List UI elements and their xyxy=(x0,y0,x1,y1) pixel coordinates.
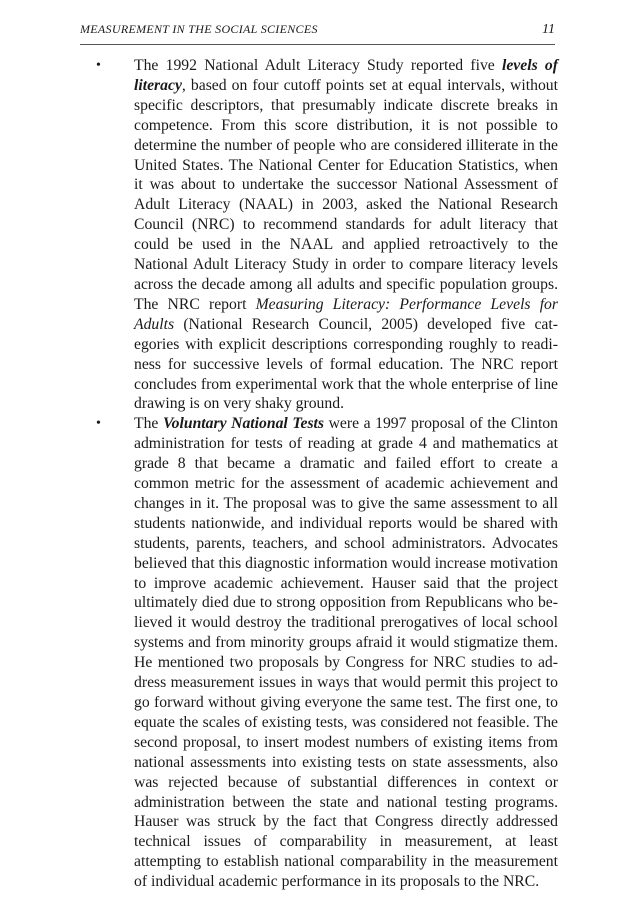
running-title: MEASUREMENT IN THE SOCIAL SCIENCES xyxy=(80,22,318,36)
bullet-icon: • xyxy=(96,416,101,432)
paragraph-text: The xyxy=(134,415,163,433)
report-title: Measuring Literacy: Performance Levels for Adults xyxy=(134,295,558,333)
paragraph-text: The 1992 National Adult Literacy Study reported five xyxy=(134,57,502,74)
paragraph-text: , based on four cutoff points set at equal intervals, without specific descriptors, that presumably indicate discrete breaks in competence. From this score distribution, it is not possible to determine the number of people who are considered illiterate in the United States. The National Center for Education Statistics, when it was about to undertake the successor National Assessment of Adult Literacy (NAAL) in 2003, asked the National Research Council (NRC) to recommend standards for adult literacy that could be used in the NAAL and applied retroactively to the National Adult Literacy Study in order to compare literacy levels across the decade among all adults and specific population groups. The NRC report xyxy=(134,76,558,313)
paragraph-text: (National Research Council, 2005) developed five categories with explicit descriptions corresponding roughly to readiness for successive levels of formal education. The NRC report concludes from experimental work that the whole enterprise of line drawing is on very shaky ground. xyxy=(134,315,558,413)
page-number: 11 xyxy=(542,22,555,37)
bullet-item-naal xyxy=(96,56,558,414)
emphasis-term: levels of literacy xyxy=(134,57,558,94)
emphasis-term: Voluntary National Tests xyxy=(162,415,325,433)
running-header xyxy=(80,22,555,45)
body-text xyxy=(96,56,558,892)
bullet-item-vnt xyxy=(96,414,558,892)
bullet-icon: • xyxy=(96,58,101,73)
paragraph-text: were a 1997 proposal of the Clinton administration for tests of reading at grade 4 and mathematics at grade 8 that became a dramatic and failed effort to create a common metric for the assessment of academic achievement and changes in it. The proposal was to give the same assessment to all students nationwide, and individual reports would be shared with students, parents, teachers, and school administrators. Advocates believed that this diagnostic information would increase motivation to improve academic achievement. Hauser said that the project ultimately died due to strong opposition from Republicans who believed it would destroy the traditional prerogatives of local school systems and from minority groups afraid it would stigmatize them. He mentioned two proposals by Congress for NRC studies to address measurement issues in ways that would permit this project to go forward without giving everyone the same test. The first one, to equate the scales of existing tests, was considered not feasible. The second proposal, to insert modest numbers of existing items from national assessments into existing tests on state assessments, also was rejected because of substantial differences in context or administration between the state and national testing programs. Hauser was struck by the fact that Congress directly addressed technical issues of comparability in measurement, at least attempting to establish national comparability in the measurement of individual academic performance in its proposals to the NRC. xyxy=(134,415,558,891)
